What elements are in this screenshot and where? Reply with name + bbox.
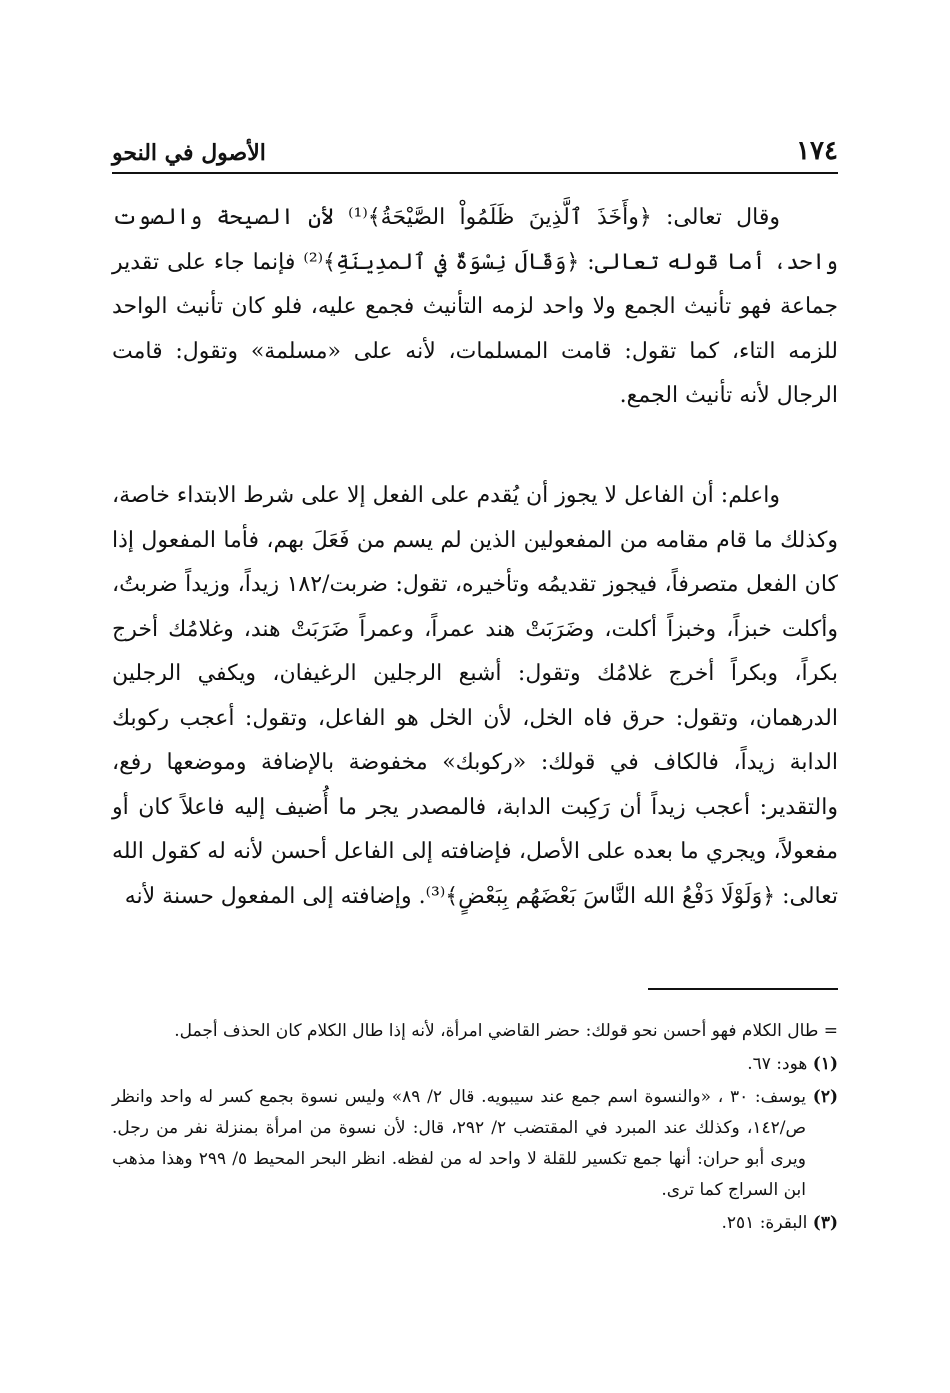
footnote-text: البقرة: ٢٥١. bbox=[721, 1213, 808, 1233]
footnote-marker: (٣) bbox=[812, 1213, 838, 1233]
body-paragraph-1 bbox=[112, 196, 838, 419]
footnote-marker: (١) bbox=[812, 1054, 838, 1074]
footnote-1 bbox=[112, 1049, 838, 1080]
footnote-3 bbox=[112, 1208, 838, 1239]
footnote-continuation: = طال الكلام فهو أحسن نحو قولك: حضر القاضي امرأة، لأنه إذا طال الكلام كان الحذف أجمل. bbox=[174, 1021, 838, 1041]
page-number: ١٧٤ bbox=[796, 136, 838, 166]
footnote-marker: (٢) bbox=[812, 1087, 838, 1107]
footnote-text: هود: ٦٧. bbox=[747, 1054, 808, 1074]
footnotes bbox=[112, 1016, 838, 1241]
running-title: الأصول في النحو bbox=[112, 140, 266, 166]
footnote-text: يوسف: ٣٠ ، «والنسوة اسم جمع عند سيبويه. قال ٢/ ٨٩» وليس نسوة بجمع كسر له واحد وانظر ص/١٤٢، وكذلك عند المبرد في المقتضب ٢/ ٢٩٢، قال: لأن نسوة من امرأة بمنزلة نفر من رجل. ويرى أبو حران: أنها جمع تكسير للقلة لا واحد له من لفظه. انظر البحر المحيط ٥/ ٢٩٩ وهذا مذهب ابن السراج كما ترى. bbox=[112, 1087, 807, 1200]
footnote-2 bbox=[112, 1082, 838, 1206]
paragraph-text: وقال تعالى: ﴿وأَخَذَ ٱلَّذِينَ ظَلَمُواْ الصَّيْحَةُ﴾⁽¹⁾ لأن الصيحة والصوت واحد، أما قوله تعالى: ﴿وَقَالَ نِسْوَةٌ في ٱلمدِينَةِ﴾⁽²⁾ فإنما جاء على تقدير جماعة فهو تأنيث الجمع ولا واحد لزمه التأنيث فجمع عليه، فلو كان تأنيث الواحد للزمه التاء، كما تقول: قامت المسلمات، لأنه على «مسلمة» وتقول: قامت الرجال لأنه تأنيث الجمع. bbox=[112, 205, 838, 408]
page-header bbox=[112, 126, 838, 174]
paragraph-text: واعلم: أن الفاعل لا يجوز أن يُقدم على الفعل إلا على شرط الابتداء خاصة، وكذلك ما قام مقامه من المفعولين الذين لم يسم من فَعَلَ بهم، فأما المفعول إذا كان الفعل متصرفاً، فيجوز تقديمُه وتأخيره، تقول: ضربت/١٨٢ زيداً، وزيداً ضربتُ، وأكلت خبزاً، وخبزاً أكلت، وضَرَبَتْ هند عمراً، وعمراً ضَرَبَتْ هند، وغلامُك أخرج بكراً، وبكراً أخرج غلامُك وتقول: أشبع الرجلين الرغيفان، ويكفي الرجلين الدرهمان، وتقول: حرق فاه الخل، لأن الخل هو الفاعل، وتقول: أعجب ركوبك الدابة زيداً، فالكاف في قولك: «ركوبك» مخفوضة بالإضافة وموضعها رفع، والتقدير: أعجب زيداً أن رَكِبت الدابة، فالمصدر يجر ما أُضيف إليه فاعلاً كان أو مفعولاً، ويجري ما بعده على الأصل، فإضافته إلى الفاعل أحسن لأنه له كقول الله تعالى: ﴿وَلَوْلَا دَفْعُ الله النَّاسَ بَعْضَهُم بِبَعْضٍ﴾⁽³⁾. وإضافته إلى المفعول حسنة لأنه bbox=[112, 483, 838, 909]
body-paragraph-2 bbox=[112, 474, 838, 919]
footnote-separator bbox=[648, 988, 838, 990]
